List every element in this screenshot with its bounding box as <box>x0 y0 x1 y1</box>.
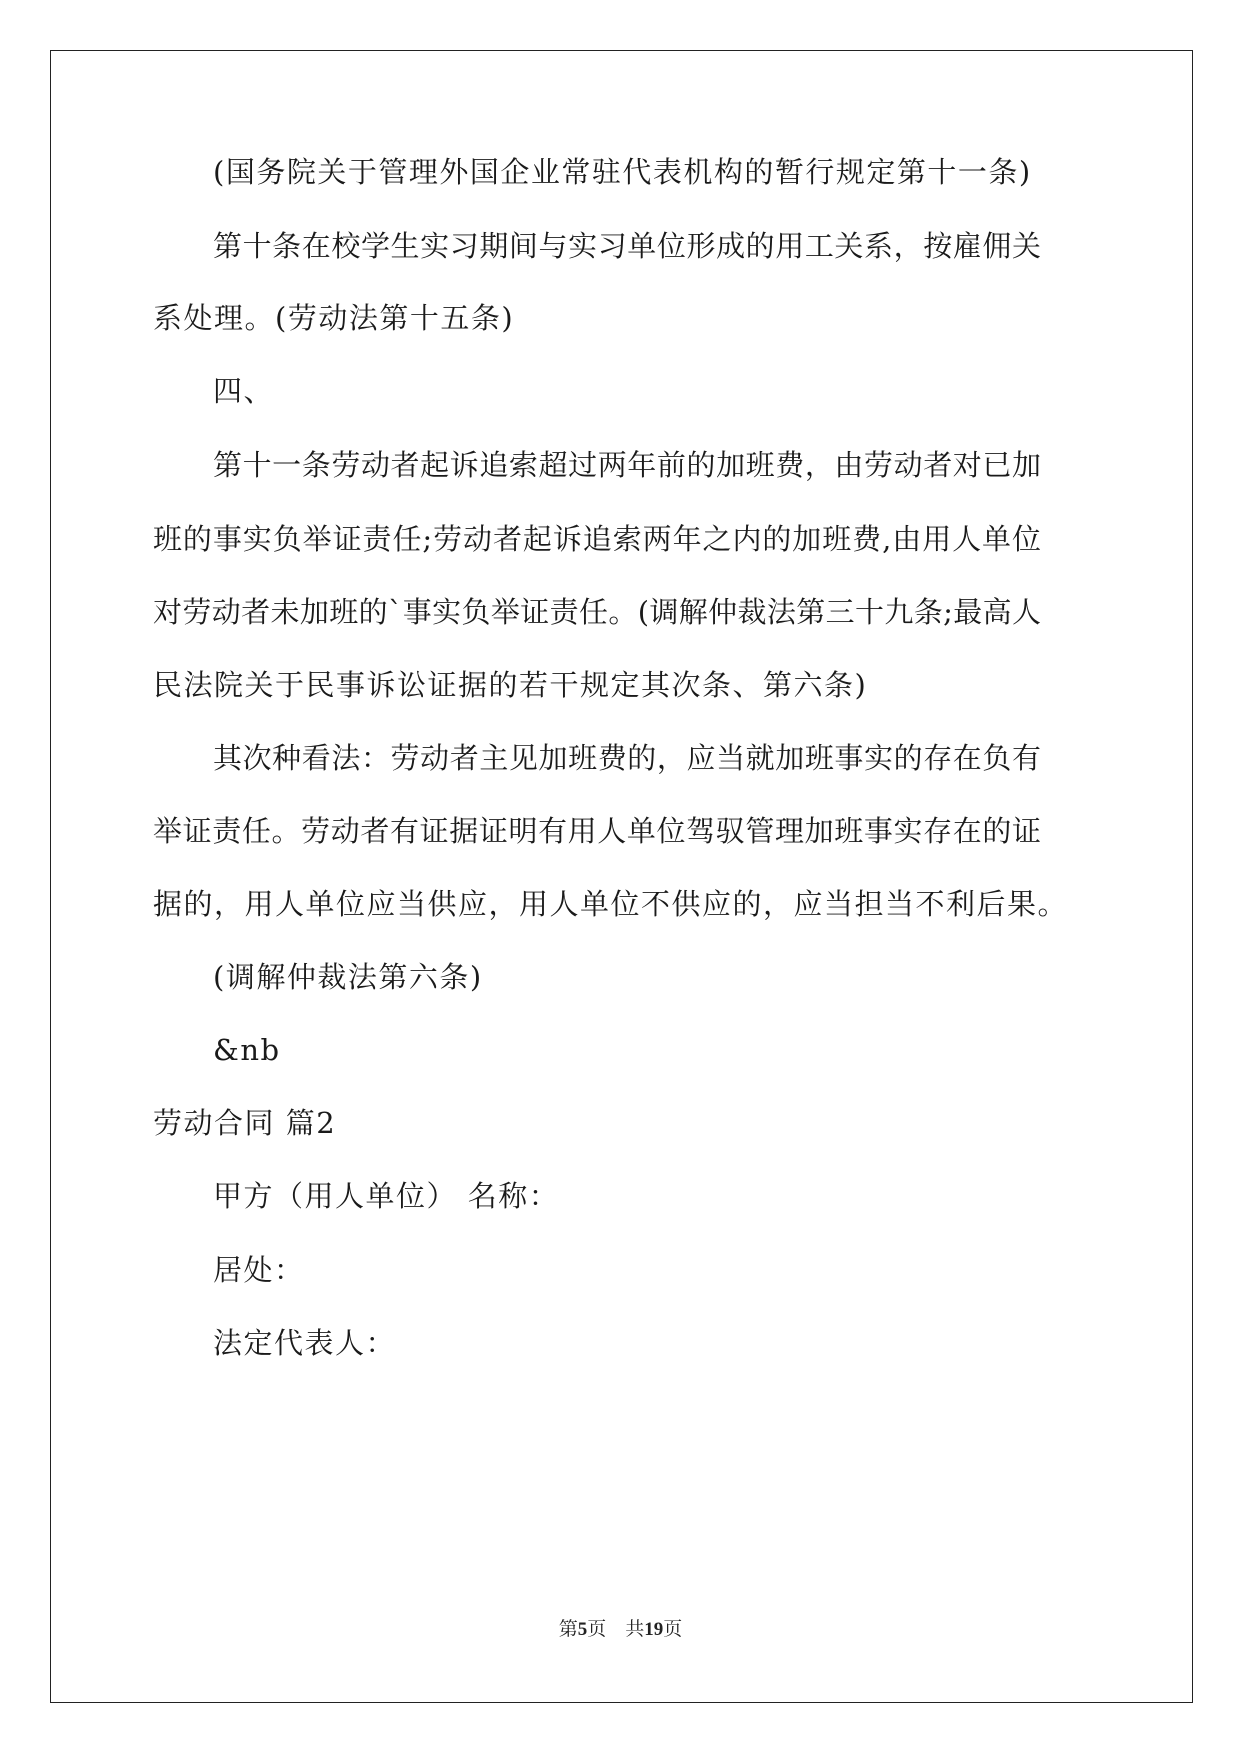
paragraph-line: 第十一条劳动者起诉追索超过两年前的加班费，由劳动者对已加 <box>213 448 1041 482</box>
footer-total-pages: 19 <box>644 1619 664 1640</box>
footer-suffix: 页 <box>663 1618 683 1640</box>
paragraph-line: &nb <box>213 1033 281 1067</box>
footer-mid: 页 共 <box>587 1618 645 1640</box>
paragraph-line: 对劳动者未加班的`事实负举证责任。(调解仲裁法第三十九条;最高人 <box>153 595 1041 629</box>
paragraph-line: 系处理。(劳动法第十五条) <box>153 301 515 335</box>
paragraph-line: 居处： <box>213 1253 305 1287</box>
paragraph-line: 班的事实负举证责任;劳动者起诉追索两年之内的加班费,由用人单位 <box>153 522 1041 556</box>
paragraph-line: 法定代表人： <box>213 1326 397 1360</box>
paragraph-line: 民法院关于民事诉讼证据的若干规定其次条、第六条) <box>153 668 868 702</box>
paragraph-line: 四、 <box>213 374 275 408</box>
paragraph-line: 甲方（用人单位） 名称： <box>213 1179 560 1213</box>
footer-prefix: 第 <box>558 1618 578 1640</box>
paragraph-line: (调解仲裁法第六条) <box>213 960 483 994</box>
page-footer <box>0 1617 1241 1642</box>
paragraph-line: (国务院关于管理外国企业常驻代表机构的暂行规定第十一条) <box>213 155 1032 189</box>
paragraph-line: 第十条在校学生实习期间与实习单位形成的用工关系，按雇佣关 <box>213 229 1041 263</box>
section-heading: 劳动合同 篇2 <box>153 1106 337 1140</box>
paragraph-line: 举证责任。劳动者有证据证明有用人单位驾驭管理加班事实存在的证 <box>153 814 1041 848</box>
paragraph-line: 其次种看法：劳动者主见加班费的，应当就加班事实的存在负有 <box>213 741 1041 775</box>
footer-page-number: 5 <box>577 1619 588 1640</box>
paragraph-line: 据的，用人单位应当供应，用人单位不供应的，应当担当不利后果。 <box>153 887 1069 921</box>
